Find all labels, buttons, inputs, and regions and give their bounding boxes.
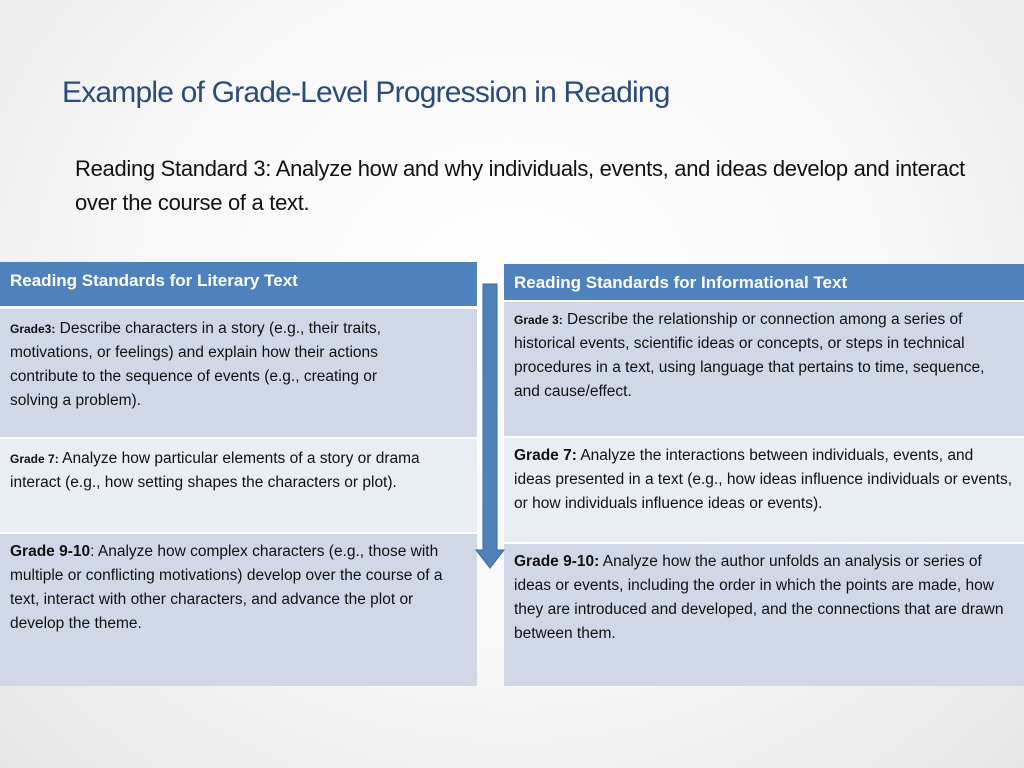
grade-label: Grade 9-10: <box>514 553 600 570</box>
informational-grade-9-10-row <box>504 544 1024 686</box>
literary-grade-3-row <box>0 309 477 437</box>
grade-description: Analyze how the author unfolds an analysis or series of ideas or events, including the order in which the points are made, how they are introduced and developed, and the connections that are drawn between them. <box>514 553 1004 642</box>
grade-description: Describe the relationship or connection among a series of historical events, scientific ideas or concepts, or steps in technical procedures in a text, using language that pertains to time, sequence, and cause/effect. <box>514 311 985 400</box>
progression-down-arrow-icon <box>474 282 506 572</box>
grade-label: Grade 3: <box>514 313 563 327</box>
informational-table-header: Reading Standards for Informational Text <box>504 264 1024 300</box>
grade-description: : Analyze how complex characters (e.g., those with multiple or conflicting motivations) develop over the course of a text, interact with other characters, and advance the plot or develop the theme. <box>10 543 443 632</box>
grade-label: Grade 7: <box>514 447 577 464</box>
literary-standards-table <box>0 262 477 686</box>
grade-description: Describe characters in a story (e.g., their traits, motivations, or feelings) and explain how their actions contribute to the sequence of events (e.g., creating or solving a problem). <box>10 320 381 409</box>
literary-table-header: Reading Standards for Literary Text <box>0 262 477 306</box>
informational-standards-table <box>504 264 1024 686</box>
grade-description: Analyze the interactions between individuals, events, and ideas presented in a text (e.g., how ideas influence individuals or events, or how individuals influence ideas or events). <box>514 447 1013 512</box>
grade-label: Grade3: <box>10 322 56 336</box>
informational-grade-3-row <box>504 302 1024 436</box>
literary-grade-7-row <box>0 439 477 532</box>
grade-description: Analyze how particular elements of a story or drama interact (e.g., how setting shapes the characters or plot). <box>10 450 420 491</box>
literary-grade-9-10-row <box>0 534 477 686</box>
grade-label: Grade 7: <box>10 452 59 466</box>
informational-grade-7-row <box>504 438 1024 542</box>
grade-label: Grade 9-10 <box>10 543 91 560</box>
reading-standard-statement: Reading Standard 3: Analyze how and why individuals, events, and ideas develop and interact over the course of a text. <box>75 156 965 215</box>
slide-title: Example of Grade-Level Progression in Reading <box>62 76 670 109</box>
